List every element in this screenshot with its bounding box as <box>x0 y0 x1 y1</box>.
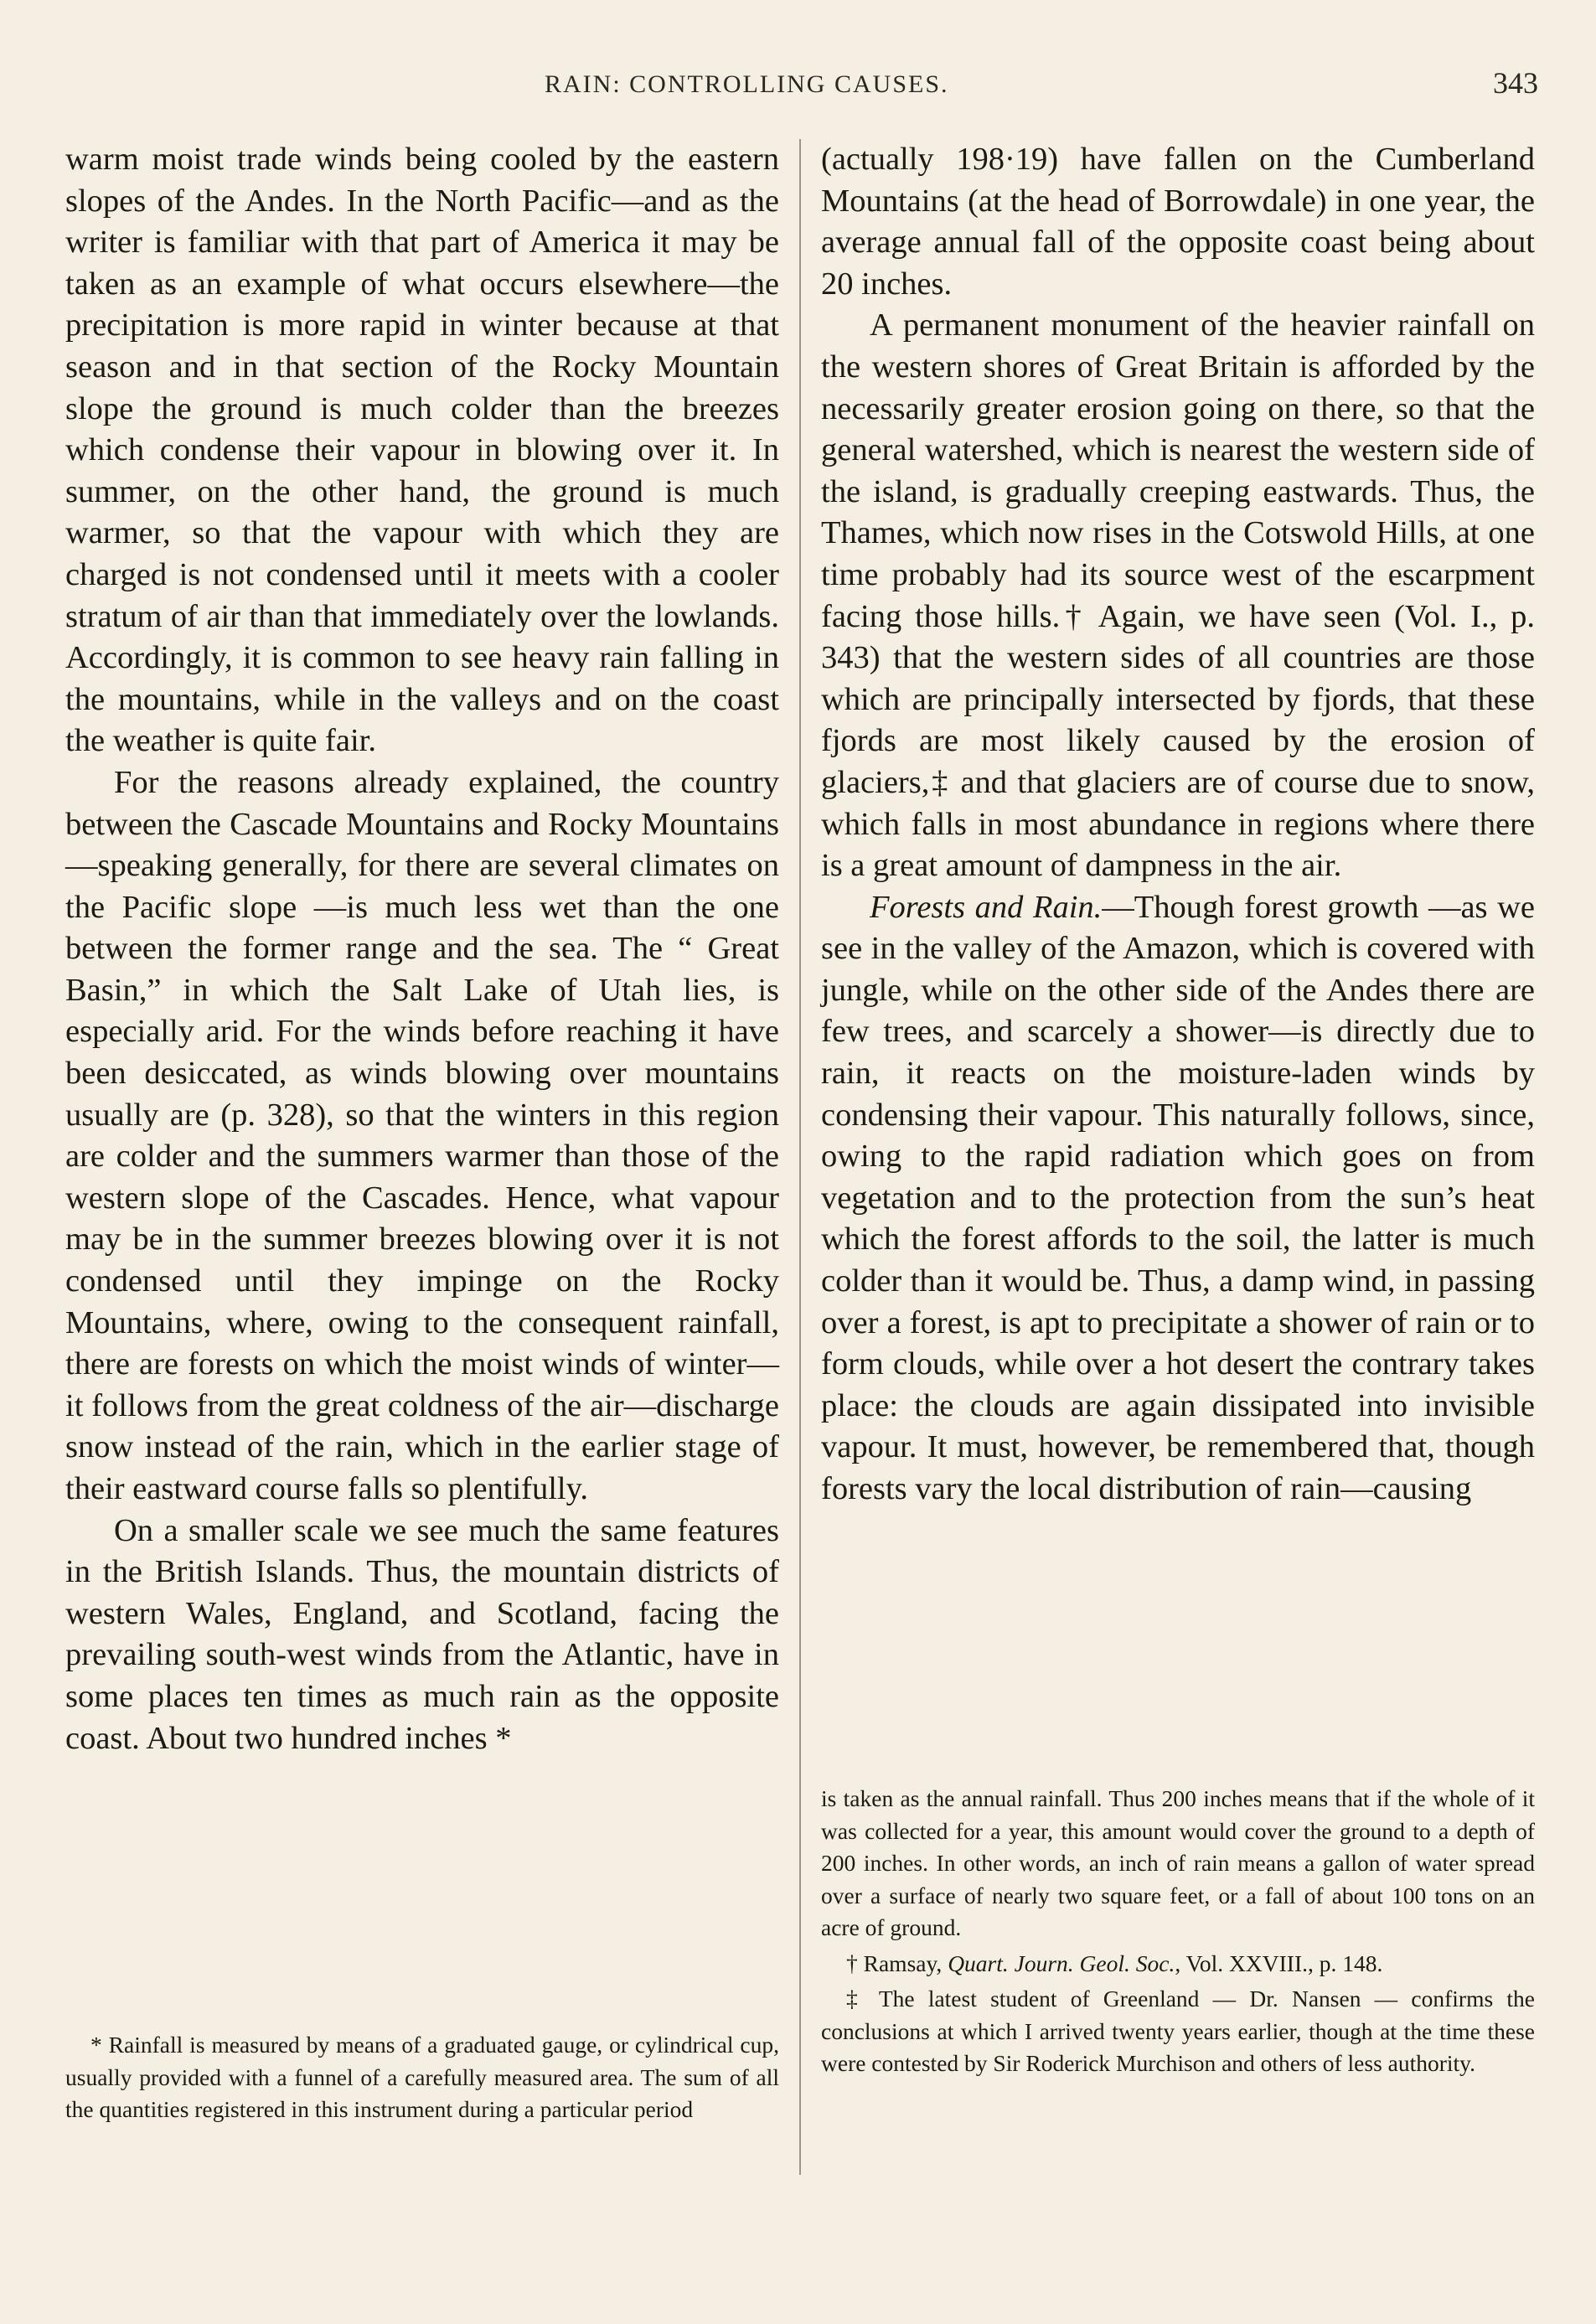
footnote-dagger-journal: Quart. Journ. Geol. Soc. <box>948 1950 1175 1976</box>
column-divider <box>799 139 801 2175</box>
footnote-right <box>821 1783 1535 2084</box>
footnote-dagger-prefix: † Ramsay, <box>846 1950 948 1976</box>
page-number: 343 <box>1493 66 1538 100</box>
left-paragraph-2: For the reasons already explained, the country between the Cascade Mountains and Rocky Mountains—speaking generally, for there are several climates on the Pacific slope —is much less wet than the one between the former range and the sea. The “ Great Basin,” in which the Salt Lake of Utah lies, is especially arid. For the winds before reaching it have been desiccated, as winds blowing over mountains usually are (p. 328), so that the winters in this region are colder and the summers warmer than those of the western slope of the Cascades. Hence, what vapour may be in the summer breezes blowing over it is not condensed until they impinge on the Rocky Mountains, where, owing to the consequent rainfall, there are forests on which the moist winds of winter—it follows from the great coldness of the air—discharge snow instead of the rain, which in the earlier stage of their eastward course falls so plentifully. <box>65 764 779 1506</box>
footnote-dagger-suffix: , Vol. XXVIII., p. 148. <box>1175 1950 1383 1976</box>
running-head: RAIN: CONTROLLING CAUSES. <box>545 70 949 98</box>
footnote-star-continued: is taken as the annual rainfall. Thus 200 inches means that if the whole of it was collected for a year, this amount would cover the ground to a depth of 200 inches. In other words, an inch of rain means a gallon of water spread over a surface of nearly two square feet, or a fall of about 100 tons on an acre of ground. <box>821 1785 1535 1940</box>
left-paragraph-3: On a smaller scale we see much the same features in the British Islands. Thus, the mountain districts of western Wales, England, and Scotland, facing the prevailing south-west winds from the Atlantic, have in some places ten times as much rain as the opposite coast. About two hundred inches * <box>65 1512 779 1756</box>
left-paragraph-1: warm moist trade winds being cooled by the eastern slopes of the Andes. In the North Pacific—and as the writer is familiar with that part of America it may be taken as an example of what occurs elsewhere—the precipitation is more rapid in winter because at that season and in that section of the Rocky Mountain slope the ground is much colder than the breezes which condense their vapour in blowing over it. In summer, on the other hand, the ground is much warmer, so that the vapour with which they are charged is not condensed until it meets with a cooler stratum of air than that immediately over the lowlands. Accordingly, it is common to see heavy rain falling in the mountains, while in the valleys and on the coast the weather is quite fair. <box>65 142 779 759</box>
right-paragraph-1: (actually 198·19) have fallen on the Cumberland Mountains (at the head of Borrowdale) in one year, the average annual fall of the opposite coast being about 20 inches. <box>821 142 1535 302</box>
forests-and-rain-text: —Though forest growth —as we see in the valley of the Amazon, which is covered with jungle, while on the other side of the Andes there are few trees, and scarcely a shower—is directly due to rain, it reacts on the moisture-laden winds by condensing their vapour. This naturally follows, since, owing to the rapid radiation which goes on from vegetation and to the protection from the sun’s heat which the forest affords to the soil, the latter is much colder than it would be. Thus, a damp wind, in passing over a forest, is apt to precipitate a shower of rain or to form clouds, while over a hot desert the contrary takes place: the clouds are again dissipated into invisible vapour. It must, however, be remembered that, though forests vary the local distribution of rain—causing <box>821 889 1535 1506</box>
footnote-star: * Rainfall is measured by means of a graduated gauge, or cylindrical cup, usually provided with a funnel of a carefully measured area. The sum of all the quantities registered in this instrument during a particular period <box>65 2032 779 2122</box>
left-column <box>65 139 779 1759</box>
forests-and-rain-paragraph <box>821 887 1535 1511</box>
footnote-double-dagger: ‡ The latest student of Greenland — Dr. Nansen — confirms the conclusions at which I arrived twenty years earlier, though at the time these were contested by Sir Roderick Murchison and others of less authority. <box>821 1986 1535 2076</box>
right-paragraph-2: A permanent monument of the heavier rainfall on the western shores of Great Britain is afforded by the necessarily greater erosion going on there, so that the general watershed, which is nearest the western side of the island, is gradually creeping eastwards. Thus, the Thames, which now rises in the Cotswold Hills, at one time probably had its source west of the escarpment facing those hills.† Again, we have seen (Vol. I., p. 343) that the western sides of all countries are those which are principally intersected by fjords, that these fjords are most likely caused by the erosion of glaciers,‡ and that glaciers are of course due to snow, which falls in most abundance in regions where there is a great amount of dampness in the air. <box>821 307 1535 884</box>
right-column <box>821 139 1535 1511</box>
footnote-dagger <box>821 1948 1535 1981</box>
footnote-left <box>65 2029 779 2130</box>
forests-and-rain-heading: Forests and Rain. <box>870 889 1103 925</box>
